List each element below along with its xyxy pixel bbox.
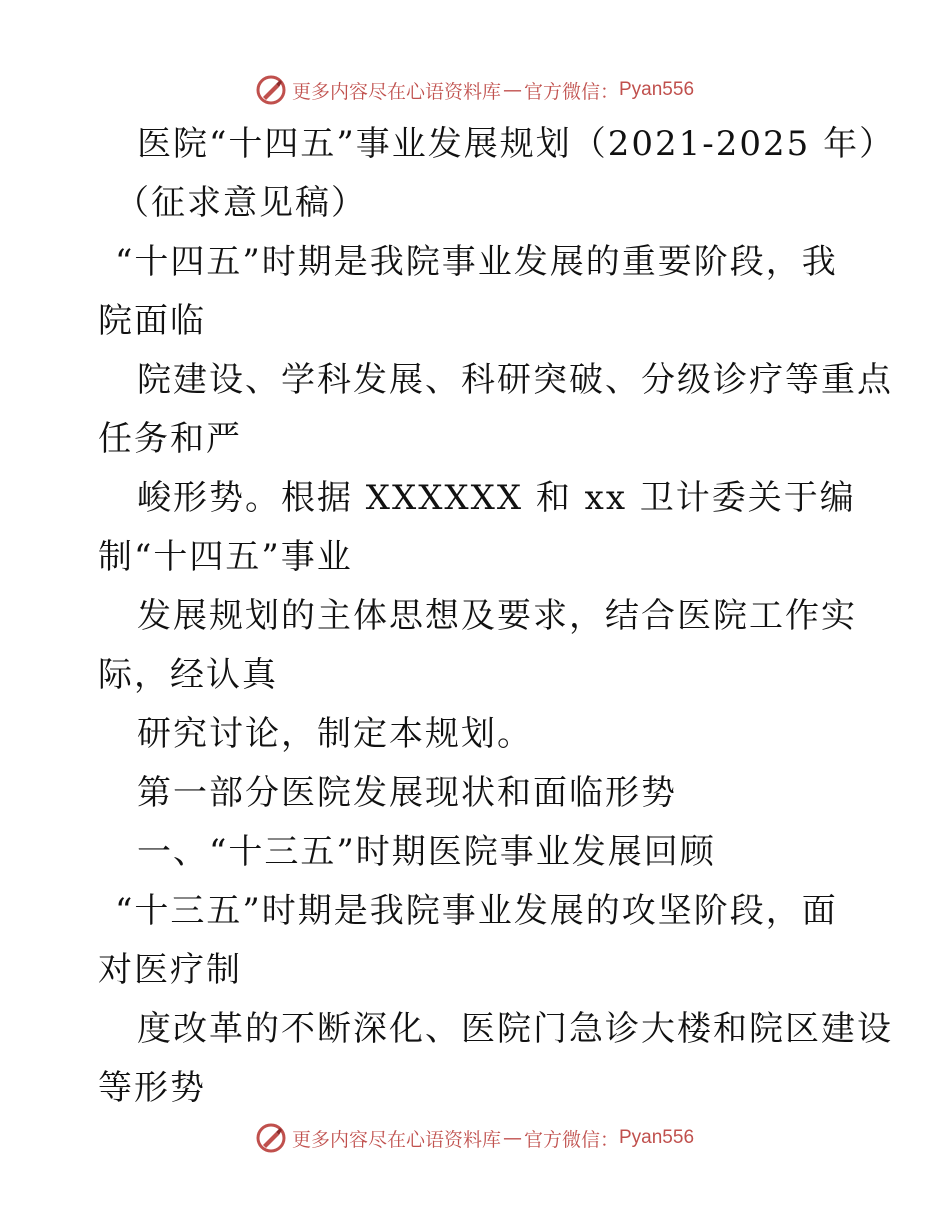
paragraph-line: 院面临	[98, 301, 206, 341]
paragraph-line: “十四五”时期是我院事业发展的重要阶段，我	[115, 242, 838, 282]
subsection-heading: 一、“十三五”时期医院事业发展回顾	[137, 832, 716, 872]
paragraph-line: 任务和严	[98, 419, 242, 459]
section-heading: 第一部分医院发展现状和面临形势	[137, 773, 677, 813]
watermark-main-text: 更多内容尽在心语资料库	[291, 80, 501, 103]
watermark-account: Pyan556	[619, 79, 695, 100]
paragraph-line: 研究讨论，制定本规划。	[137, 714, 533, 754]
paragraph-line: 际，经认真	[98, 655, 278, 695]
document-title: 医院“十四五”事业发展规划（2021-2025 年）	[137, 124, 896, 164]
paragraph-line: “十三五”时期是我院事业发展的攻坚阶段，面	[115, 891, 838, 931]
document-subtitle: （征求意见稿）	[115, 183, 367, 223]
paragraph-line: 等形势	[98, 1068, 206, 1108]
watermark-banner-bottom	[0, 1118, 950, 1158]
paragraph-line: 院建设、学科发展、科研突破、分级诊疗等重点	[137, 360, 893, 400]
watermark-account: Pyan556	[619, 1127, 695, 1148]
pen-logo-icon	[256, 75, 286, 105]
paragraph-line: 发展规划的主体思想及要求，结合医院工作实	[137, 596, 857, 636]
pen-logo-icon	[256, 1123, 286, 1153]
watermark-official-text: 官方微信：	[523, 1128, 619, 1151]
paragraph-line: 对医疗制	[98, 950, 242, 990]
watermark-dash: —	[502, 79, 522, 101]
watermark-banner-top	[0, 70, 950, 110]
watermark-main-text: 更多内容尽在心语资料库	[291, 1128, 501, 1151]
watermark-official-text: 官方微信：	[523, 80, 619, 103]
paragraph-line: 度改革的不断深化、医院门急诊大楼和院区建设	[137, 1009, 893, 1049]
paragraph-line: 制“十四五”事业	[98, 537, 353, 577]
paragraph-line: 峻形势。根据 XXXXXX 和 xx 卫计委关于编	[137, 478, 856, 518]
watermark-dash: —	[502, 1127, 522, 1149]
